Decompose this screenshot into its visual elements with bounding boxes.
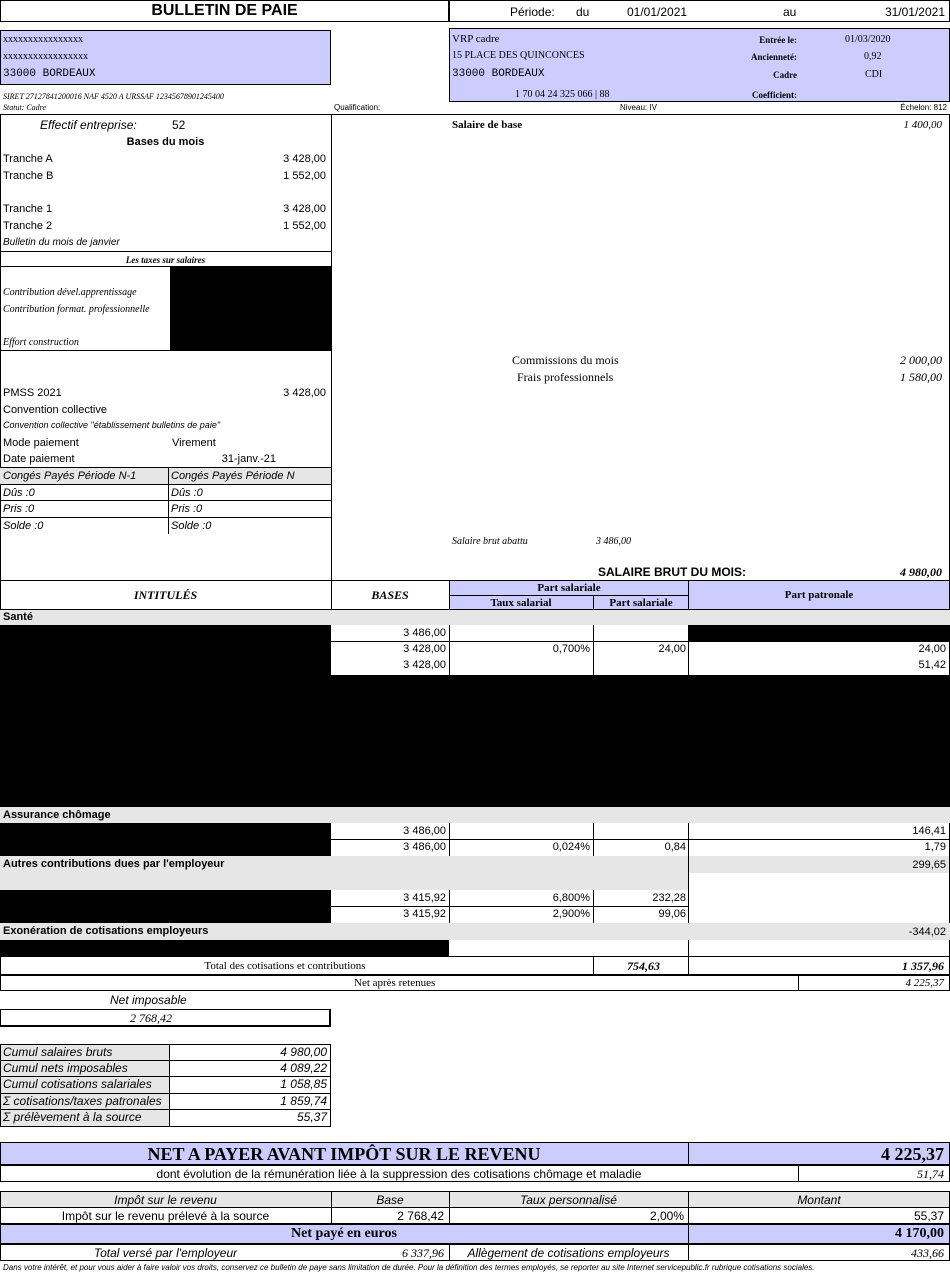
convention-text: Convention collective "établissement bulletins de paie"	[3, 420, 221, 430]
chomage-labels-redacted	[0, 823, 331, 856]
net-retenues-row	[0, 975, 950, 991]
echelon-label: Échelon: 812	[900, 103, 947, 112]
salaire-base-value: 1 400,00	[903, 119, 942, 131]
net-ret-v	[798, 975, 799, 991]
tot-v2	[688, 956, 689, 975]
niveau-label: Niveau: IV	[620, 103, 657, 112]
impot-header-label: Impôt sur le revenu	[114, 1193, 217, 1207]
frais-label: Frais professionnels	[517, 370, 614, 384]
exo-v1	[688, 940, 689, 956]
chomage-r2-base: 3 486,00	[403, 841, 446, 853]
col-taux-salarial: Taux salarial	[490, 597, 552, 609]
sante-v1	[449, 625, 450, 675]
cadre-value: CDI	[865, 69, 883, 80]
entree-value: 01/03/2020	[845, 34, 891, 45]
impot-montant: 55,37	[913, 1209, 944, 1223]
tax-construction: Effort construction	[3, 337, 79, 348]
impot-label: Impôt sur le revenu prélevé à la source	[61, 1209, 270, 1223]
frais-value: 1 580,00	[900, 370, 942, 384]
period-start: 01/01/2021	[627, 5, 688, 19]
col-part-patronale: Part patronale	[784, 589, 854, 601]
chomage-r2-taux: 0,024%	[552, 841, 590, 853]
salaire-brut-label: SALAIRE BRUT DU MOIS:	[598, 565, 746, 579]
net-avant-v	[688, 1142, 689, 1165]
commissions-label: Commissions du mois	[512, 353, 619, 367]
net-avant-impot-label: NET A PAYER AVANT IMPÔT SUR LE REVENU	[147, 1144, 541, 1164]
net-retenues-value: 4 225,37	[905, 977, 944, 989]
date-paiement-value: 31-janv.-21	[221, 453, 276, 465]
effectif-value: 52	[172, 118, 186, 132]
employee-job: VRP cadre	[452, 33, 500, 45]
total-sal: 754,63	[627, 959, 660, 973]
commissions-value: 2 000,00	[900, 353, 942, 367]
net-imposable-label: Net imposable	[110, 993, 187, 1007]
cumul-value-2: 1 058,85	[280, 1077, 327, 1091]
convention-label: Convention collective	[3, 404, 107, 416]
impot-base: 2 768,42	[397, 1209, 444, 1223]
net-retenues-label: Net après retenues	[354, 977, 436, 989]
col-intitules: INTITULÉS	[133, 588, 198, 602]
autres-r2-sal: 99,06	[658, 908, 686, 920]
payslip-title: BULLETIN DE PAIE	[151, 2, 298, 19]
section-chomage	[0, 807, 950, 823]
anciennete-label: Ancienneté:	[751, 52, 797, 62]
cumul-label-4: Σ prélèvement à la source	[3, 1110, 142, 1124]
autres-r1-taux: 6,800%	[552, 892, 590, 904]
anciennete-value: 0,92	[864, 51, 882, 62]
cumuls-table	[0, 1044, 331, 1127]
total-verse-label: Total versé par l'employeur	[93, 1246, 238, 1260]
sante-r3-base: 3 428,00	[403, 659, 446, 671]
allegement-value: 433,66	[911, 1246, 944, 1260]
autres-r1-sal: 232,28	[652, 892, 686, 904]
sante-v2	[593, 625, 594, 675]
footer-notice: Dans votre intérêt, et pour vous aider à faire valoir vos droits, conservez ce bulletin de paye sans limitation de durée. Pour la définition des termes employés, se reporter au site Internet servicepublic.fr rubrique cotisations sociales.	[3, 1263, 815, 1272]
tranche-2-label: Tranche 2	[3, 220, 53, 232]
mode-paiement-label: Mode paiement	[3, 437, 79, 449]
conges-line-1	[0, 484, 331, 485]
employer-siret: SIRET 27127841200016 NAF 4520 A URSSAF 12345678901245400	[3, 92, 224, 101]
autres-labels-redacted	[0, 890, 331, 923]
impot-header-base: Base	[376, 1193, 404, 1207]
sante-r3-pat: 51,42	[918, 659, 946, 671]
cumul-label-0: Cumul salaires bruts	[3, 1045, 113, 1059]
employer-line1: xxxxxxxxxxxxxxxx	[3, 34, 83, 45]
employer-statut: Statut: Cadre	[3, 103, 47, 112]
cumul-value-1: 4 089,22	[280, 1061, 327, 1075]
chomage-r1-pat: 146,41	[912, 825, 946, 837]
cadre-label: Cadre	[773, 70, 797, 80]
total-cotisations-label: Total des cotisations et contributions	[204, 960, 366, 972]
sante-r2-sal: 24,00	[658, 643, 686, 655]
tranche-a-value: 3 428,00	[283, 153, 326, 165]
evolution-label: dont évolution de la rémunération liée à la suppression des cotisations chômage et maladie	[156, 1167, 642, 1181]
conges-pris-n: Pris :0	[171, 503, 203, 515]
chomage-r1-base: 3 486,00	[403, 825, 446, 837]
cumul-label-2: Cumul cotisations salariales	[3, 1077, 152, 1091]
bulletin-month: Bulletin du mois de janvier	[3, 237, 120, 248]
evolution-v	[798, 1165, 799, 1182]
date-paiement-label: Date paiement	[3, 453, 75, 465]
employer-city: 33000 BORDEAUX	[3, 68, 96, 80]
exoneration-pat: -344,02	[908, 926, 946, 938]
allegement-label: Allègement de cotisations employeurs	[467, 1246, 670, 1260]
sante-r2-pat: 24,00	[918, 643, 946, 655]
conges-solde-n: Solde :0	[171, 520, 212, 532]
sante-v3	[688, 625, 689, 675]
col-part-salariale: Part salariale	[537, 582, 601, 594]
net-imposable-value: 2 768,42	[130, 1011, 172, 1025]
evolution-value: 51,74	[917, 1167, 944, 1181]
period-au-label: au	[783, 5, 797, 19]
total-pat: 1 357,96	[902, 959, 944, 973]
tranche-2-value: 1 552,00	[283, 220, 326, 232]
autres-title: Autres contributions dues par l'employeur	[3, 858, 225, 870]
employee-street: 15 PLACE DES QUINCONCES	[452, 50, 585, 61]
taxes-title: Les taxes sur salaires	[125, 255, 206, 265]
brut-abattu-value: 3 486,00	[596, 536, 631, 547]
employer-line2: xxxxxxxxxxxxxxxxx	[3, 51, 88, 62]
tranche-b-label: Tranche B	[3, 170, 54, 182]
col-bases: BASES	[371, 588, 409, 602]
exoneration-redacted	[0, 940, 449, 956]
conges-solde-n1: Solde :0	[3, 520, 44, 532]
conges-pris-n1: Pris :0	[3, 503, 35, 515]
autres-v3	[688, 856, 689, 923]
conges-divider	[168, 467, 169, 534]
sante-r1-base: 3 486,00	[403, 627, 446, 639]
cumul-value-4: 55,37	[296, 1110, 327, 1124]
tot-v1	[593, 956, 594, 975]
cumul-label-1: Cumul nets imposables	[3, 1061, 128, 1075]
tranche-a-label: Tranche A	[3, 153, 53, 165]
effectif-label: Effectif entreprise:	[40, 118, 137, 132]
chomage-title: Assurance chômage	[3, 809, 111, 821]
section-sante	[0, 610, 950, 625]
sante-pat-redacted	[688, 625, 950, 641]
autres-pat: 299,65	[912, 859, 946, 871]
conges-n-header: Congés Payés Période N	[171, 470, 295, 482]
pmss-label: PMSS 2021	[3, 387, 62, 399]
entree-label: Entrée le:	[759, 35, 797, 45]
sante-labels-redacted	[0, 625, 331, 675]
total-verse-v2	[688, 1244, 689, 1261]
period-end: 31/01/2021	[884, 5, 945, 19]
autres-r2-base: 3 415,92	[403, 908, 446, 920]
salaire-base-label: Salaire de base	[452, 119, 523, 131]
sante-title: Santé	[3, 611, 33, 623]
impot-header-montant: Montant	[797, 1193, 841, 1207]
employee-ssn: 1 70 04 24 325 066 | 88	[515, 89, 610, 100]
retraite-rows-redacted	[0, 675, 950, 807]
conges-dus-n1: Dûs :0	[3, 487, 35, 499]
total-verse-value: 6 337,96	[402, 1246, 444, 1260]
coefficient-label: Coefficient:	[752, 90, 797, 100]
total-row	[0, 956, 950, 975]
pmss-value: 3 428,00	[283, 387, 326, 399]
period-label: Période:	[510, 5, 555, 19]
conges-dus-n: Dûs :0	[171, 487, 203, 499]
net-paye-label: Net payé en euros	[291, 1226, 397, 1241]
employee-city: 33000 BORDEAUX	[452, 68, 545, 80]
period-du-label: du	[576, 5, 590, 19]
cumul-value-3: 1 859,74	[280, 1094, 327, 1108]
mode-paiement-value: Virement	[172, 437, 216, 449]
cumul-label-3: Σ cotisations/taxes patronales	[3, 1094, 162, 1108]
impot-header-taux: Taux personnalisé	[520, 1193, 617, 1207]
brut-abattu-label: Salaire brut abattu	[452, 536, 528, 547]
sante-r2-base: 3 428,00	[403, 643, 446, 655]
autres-r2-taux: 2,900%	[552, 908, 590, 920]
chomage-r2-sal: 0,84	[664, 841, 686, 853]
tax-formation: Contribution format. professionnelle	[3, 304, 150, 315]
tranche-1-label: Tranche 1	[3, 203, 53, 215]
net-avant-impot-value: 4 225,37	[881, 1144, 944, 1164]
qualification-label: Qualification:	[334, 103, 381, 112]
cumul-value-0: 4 980,00	[280, 1045, 327, 1059]
col-part-salariale-amount: Part salariale	[609, 597, 673, 609]
conges-line-3	[0, 517, 331, 518]
net-paye-value: 4 170,00	[895, 1226, 944, 1241]
conges-line-2	[0, 500, 331, 501]
salaire-brut-value: 4 980,00	[900, 565, 942, 579]
sante-r2-taux: 0,700%	[552, 643, 590, 655]
impot-taux: 2,00%	[649, 1209, 684, 1223]
body-top-line	[0, 114, 950, 115]
conges-n1-header: Congés Payés Période N-1	[3, 470, 137, 482]
autres-blank-row	[0, 873, 688, 890]
tax-apprentissage: Contribution dével.apprentissage	[3, 287, 137, 298]
net-paye-v	[688, 1224, 689, 1244]
tranche-b-value: 1 552,00	[283, 170, 326, 182]
exoneration-title: Exonération de cotisations employeurs	[3, 925, 209, 937]
tranche-1-value: 3 428,00	[283, 203, 326, 215]
chomage-r2-pat: 1,79	[924, 841, 946, 853]
conges-line-0	[0, 467, 331, 468]
autres-r1-base: 3 415,92	[403, 892, 446, 904]
bases-title: Bases du mois	[126, 136, 205, 148]
taxes-redacted	[170, 267, 331, 350]
